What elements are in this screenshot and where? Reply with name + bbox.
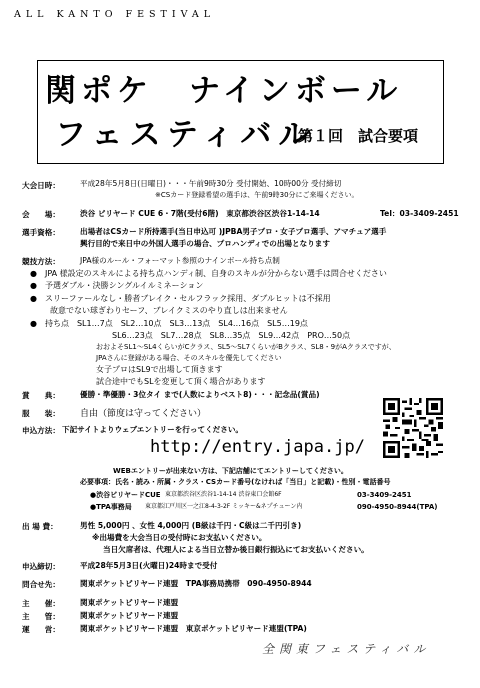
host-label: 主 催： <box>22 599 60 608</box>
contact-text: 関東ポケットビリヤード連盟 TPA事務局携帯 090-4950-8944 <box>80 579 312 588</box>
shop-tpa: ●TPA事務局 <box>90 503 132 511</box>
title-subtitle: 第１回 試合要項 <box>298 127 419 145</box>
class-note-2: JPAさんに登録がある場合、そのスキルを優先してください <box>96 354 282 362</box>
prize-text: 優勝・準優勝・3位タイ まで(人数によりベスト8)・・・記念品(賞品) <box>80 390 320 399</box>
deadline-text: 平成28年5月3日(火曜日)24時まで受付 <box>80 561 218 570</box>
apply-label: 申込方法： <box>22 426 60 435</box>
eligibility-line-1: 出場者はCSカード所持選手(当日申込可 )JPBA男子プロ・女子プロ選手、アマチュア選手 <box>80 227 387 236</box>
fee-text: 男性 5,000円 、女性 4,000円 (B級は千円・C級は二千円引き) <box>80 521 302 530</box>
operation-label: 運 営： <box>22 625 60 634</box>
date-text: 平成28年5月8日(日曜日)・・・午前9時30分 受付開始、10時00分 受付締切 <box>80 179 342 188</box>
contact-label: 問合せ先： <box>22 580 60 589</box>
shop-cue-tel: 03-3409-2451 <box>357 491 412 499</box>
operation-text: 関東ポケットビリヤード連盟 東京ポケットビリヤード連盟(TPA) <box>80 624 307 633</box>
organizer-text: 関東ポケットビリヤード連盟 <box>80 611 179 620</box>
shop-cue: ●渋谷ビリヤードCUE <box>90 491 161 499</box>
bullet-points-2: SL6…23点 SL7…28点 SL8…35点 SL9…42点 PRO…50点 <box>112 331 351 340</box>
shop-tpa-address: 東京都江戸川区一之江8-4-3-2F ミッキー&ネプチューン内 <box>145 503 303 510</box>
method-intro: JPA様のルール・フォーマット参照のナインボール持ち点制 <box>80 256 280 265</box>
venue-label: 会 場： <box>22 210 60 219</box>
fee-note-1: ※出場費を大会当日の受付時にお支払いください。 <box>92 533 267 542</box>
web-note: WEBエントリーが出来ない方は、下記店舗にてエントリーしてください。 <box>113 467 348 475</box>
entry-url[interactable]: http://entry.japa.jp/ <box>150 437 365 457</box>
class-note-1: おおよそSL1～SL4くらいがCクラス、SL5～SL7くらいがBクラス、SL8・9がAクラスですが、 <box>96 343 396 351</box>
shop-tpa-tel: 090-4950-8944(TPA) <box>357 503 438 511</box>
dress-label: 服 装： <box>22 409 60 418</box>
venue-text: 渋谷 ビリヤード CUE 6・7階(受付6階) 東京都渋谷区渋谷1-14-14 <box>80 209 320 218</box>
eligibility-label: 選手資格： <box>22 228 60 237</box>
apply-text: 下記サイトよりウェブエントリーを行ってください。 <box>62 425 244 434</box>
eligibility-line-2: 興行目的で来日中の外国人選手の場合、プロハンディでの出場となります <box>80 239 330 248</box>
date-label: 大会日時： <box>22 181 60 190</box>
fee-label: 出 場 費： <box>22 522 58 531</box>
fee-note-2: 当日欠席者は、代理人による当日立替か後日銀行振込にてお支払いください。 <box>103 545 369 554</box>
pro-note: 女子プロはSL9で出場して頂きます <box>96 365 223 374</box>
shop-cue-address: 東京都渋谷区渋谷1-14-14 渋谷東口会館6F <box>165 491 282 498</box>
dress-text: 自由（節度は守ってください） <box>80 409 207 419</box>
bullet-format: ● 予選ダブル・決勝シングルイルミネーション <box>30 281 204 290</box>
qr-code <box>383 398 443 458</box>
date-note: ※CSカード登録希望の選手は、午前9時30分にご来場ください。 <box>155 191 359 199</box>
required-items: 必要事項：氏名・読み・所属・クラス・CSカード番号(なければ「当日」と記載)・性別・電話番号 <box>80 478 391 486</box>
bullet-rules: ● スリーファールなし・勝者ブレイク・セルフラック採用、ダブルヒットは不採用 <box>30 294 331 303</box>
sl-change-note: 試合途中でもSLを変更して頂く場合があります <box>96 377 266 386</box>
host-text: 関東ポケットビリヤード連盟 <box>80 598 179 607</box>
title-line-2: フェスティバル <box>55 117 317 153</box>
bullet-rules-2: 故意でない球ぎわりセーフ、ブレイクミスのやり直しは出来ません <box>50 306 288 315</box>
deadline-label: 申込締切： <box>22 562 60 571</box>
title-line-1: 関ポケ ナインボール <box>45 73 403 109</box>
bullet-points: ● 持ち点 SL1…7点 SL2…10点 SL3…13点 SL4…16点 SL5…19点 <box>30 319 308 328</box>
method-label: 競技方法： <box>22 257 60 266</box>
footer-signature: 全関東フェスティバル <box>262 642 431 656</box>
organizer-label: 主 管： <box>22 612 60 621</box>
venue-tel: Tel：03-3409-2451 <box>380 209 459 218</box>
prize-label: 賞 典： <box>22 391 60 400</box>
bullet-handicap: ● JPA 様設定のスキルによる持ち点ハンディ制、自身のスキルが分からない選手は問合せください <box>30 269 387 278</box>
festival-header: ALL KANTO FESTIVAL <box>14 9 216 20</box>
